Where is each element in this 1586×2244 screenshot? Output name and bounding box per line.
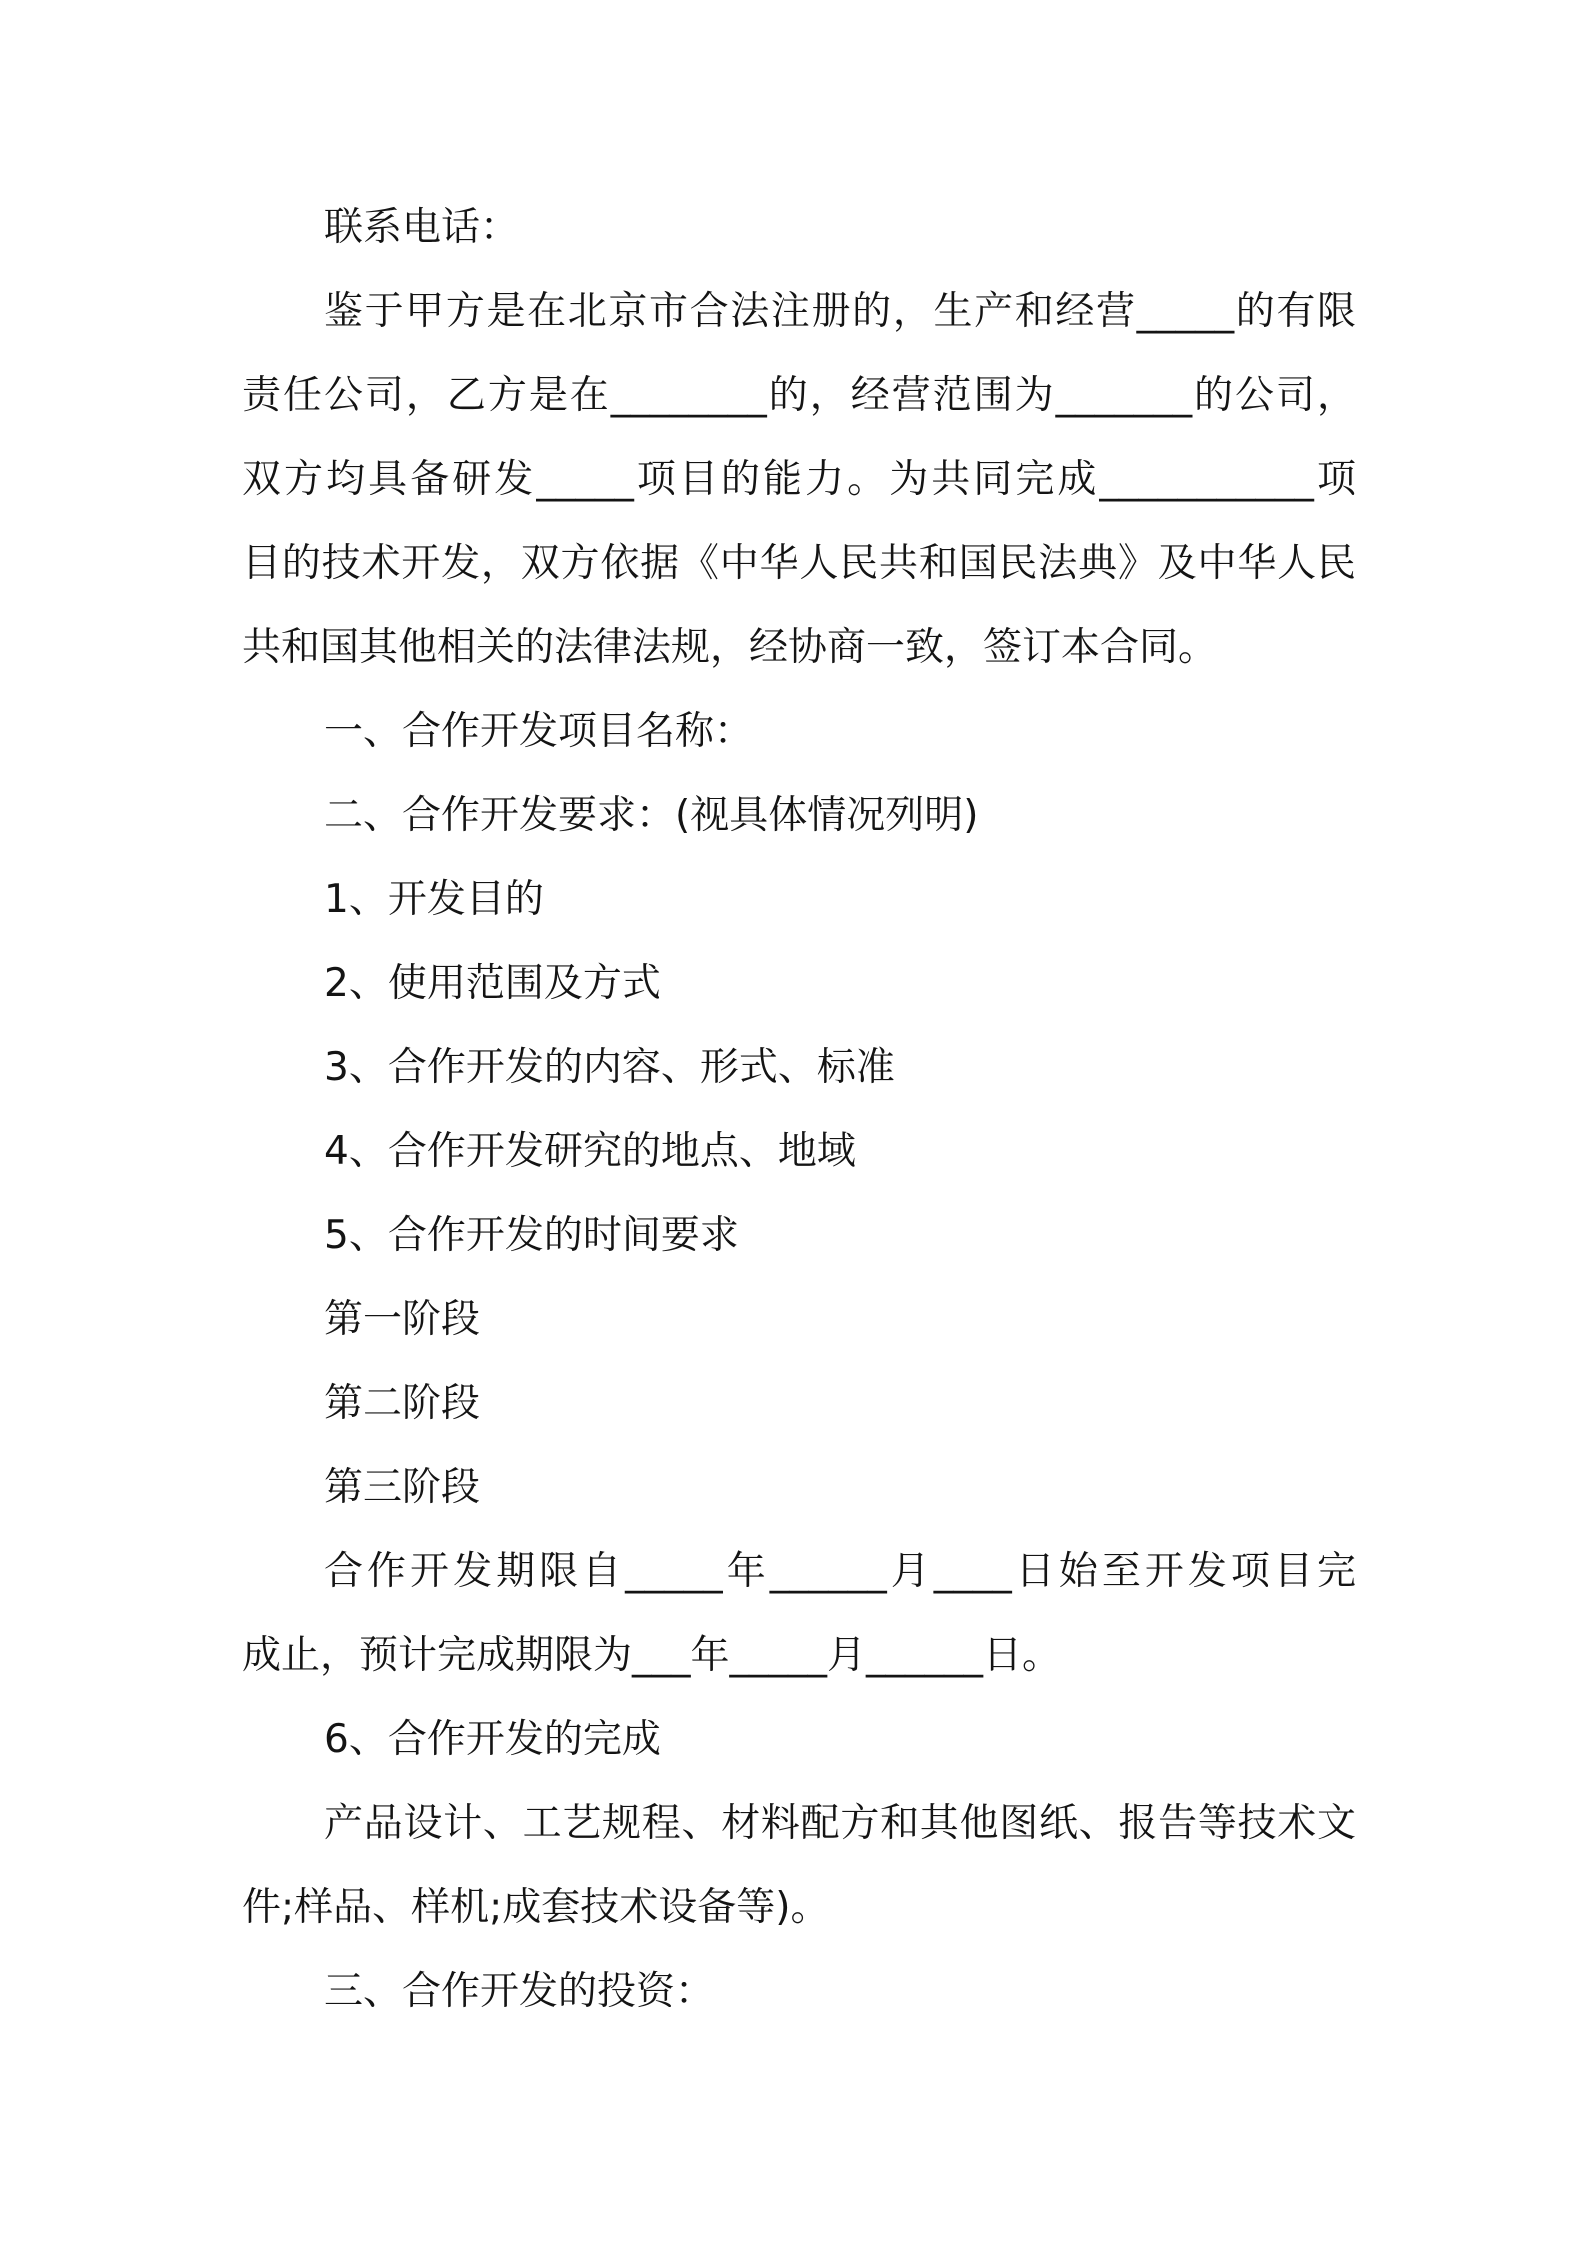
section-2-heading xyxy=(242,774,1356,858)
text-line: 一、合作开发项目名称： xyxy=(324,709,754,754)
text-line: 6、合作开发的完成 xyxy=(324,1717,661,1762)
phase-3-line xyxy=(242,1446,1356,1530)
text-line: 成止，预计完成期限为___年_____月______日。 xyxy=(242,1633,1062,1678)
deliverables-paragraph xyxy=(242,1782,1356,1950)
text-line: 三、合作开发的投资： xyxy=(324,1969,715,2014)
text-line: 3、合作开发的内容、形式、标准 xyxy=(324,1045,895,1090)
text-line: 联系电话： xyxy=(324,205,520,250)
text-line: 1、开发目的 xyxy=(324,877,544,922)
text-line: 2、使用范围及方式 xyxy=(324,961,661,1006)
text-line: 第二阶段 xyxy=(324,1381,481,1426)
text-line: 合作开发期限自_____年______月____日始至开发项目完 xyxy=(324,1549,1356,1594)
phase-1-line xyxy=(242,1278,1356,1362)
text-line: 件;样品、样机;成套技术设备等)。 xyxy=(242,1885,830,1930)
text-line: 双方均具备研发_____项目的能力。为共同完成___________项 xyxy=(242,457,1356,502)
text-line: 4、合作开发研究的地点、地域 xyxy=(324,1129,856,1174)
text-line: 产品设计、工艺规程、材料配方和其他图纸、报告等技术文 xyxy=(324,1801,1356,1846)
section-3-heading xyxy=(242,1950,1356,2034)
phase-2-line xyxy=(242,1362,1356,1446)
text-line: 第三阶段 xyxy=(324,1465,481,1510)
text-line: 责任公司，乙方是在________的，经营范围为_______的公司， xyxy=(242,373,1356,418)
item-3-content-form-standard xyxy=(242,1026,1356,1110)
item-5-time-requirements xyxy=(242,1194,1356,1278)
item-1-development-purpose xyxy=(242,858,1356,942)
section-1-heading xyxy=(242,690,1356,774)
text-line: 共和国其他相关的法律法规，经协商一致，签订本合同。 xyxy=(242,625,1218,670)
preamble-paragraph xyxy=(242,270,1356,690)
item-6-completion xyxy=(242,1698,1356,1782)
item-2-usage-scope xyxy=(242,942,1356,1026)
document-page xyxy=(242,186,1356,2034)
contact-phone-line xyxy=(242,186,1356,270)
text-line: 鉴于甲方是在北京市合法注册的，生产和经营_____的有限 xyxy=(324,289,1356,334)
development-period-paragraph xyxy=(242,1530,1356,1698)
item-4-location xyxy=(242,1110,1356,1194)
text-line: 二、合作开发要求：(视具体情况列明) xyxy=(324,793,979,838)
text-line: 5、合作开发的时间要求 xyxy=(324,1213,739,1258)
text-line: 第一阶段 xyxy=(324,1297,481,1342)
text-line: 目的技术开发，双方依据《中华人民共和国民法典》及中华人民 xyxy=(242,541,1356,586)
